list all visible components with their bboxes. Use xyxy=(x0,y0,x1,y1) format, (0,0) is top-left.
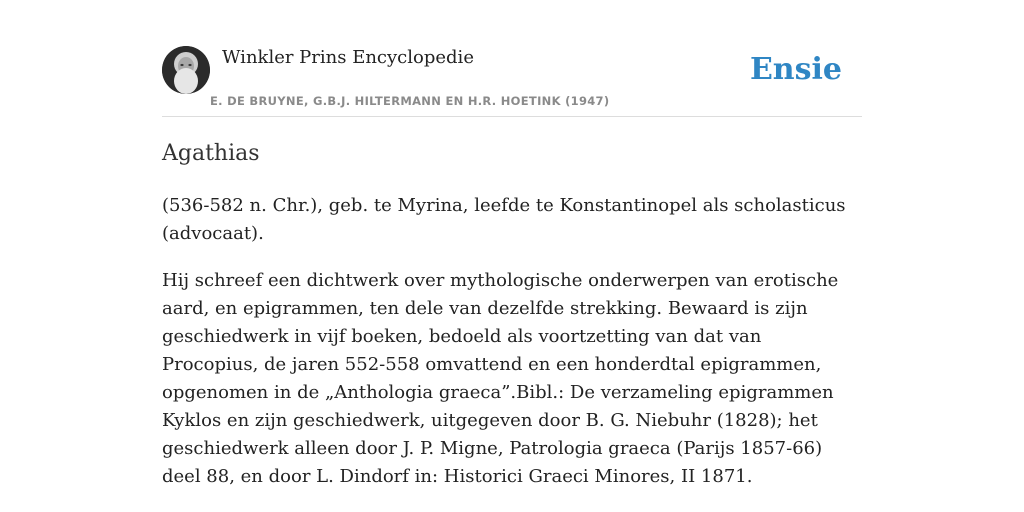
article-body xyxy=(162,192,862,510)
article-paragraph: (536-582 n. Chr.), geb. te Myrina, leefde te Konstantinopel als scholasticus (advocaat). xyxy=(162,195,846,244)
author-portrait-icon xyxy=(162,46,210,94)
article-title: Agathias xyxy=(162,141,260,166)
article-paragraph: Hij schreef een dichtwerk over mythologische onderwerpen van erotische aard, en epigrammen, ten dele van dezelfde strekking. Bewaard is zijn geschiedwerk in vijf boeken, bedoeld als voortzetting van dat van Procopius, de jaren 552-558 omvattend en een honderdtal epigrammen, opgenomen in de „Anthologia graeca”.Bibl.: De verzameling epigrammen Kyklos en zijn geschiedwerk, uitgegeven door B. G. Niebuhr (1828); het geschiedwerk alleen door J. P. Migne, Patrologia graeca (Parijs 1857-66) deel 88, en door L. Dindorf in: Historici Graeci Minores, II 1871. xyxy=(162,270,839,487)
site-title[interactable]: Winkler Prins Encyclopedie xyxy=(222,47,474,68)
header xyxy=(162,40,862,117)
author-avatar[interactable] xyxy=(162,46,210,94)
brand-logo[interactable]: Ensie xyxy=(749,52,842,87)
authors-line: E. DE BRUYNE, G.B.J. HILTERMANN EN H.R. HOETINK (1947) xyxy=(210,94,610,108)
